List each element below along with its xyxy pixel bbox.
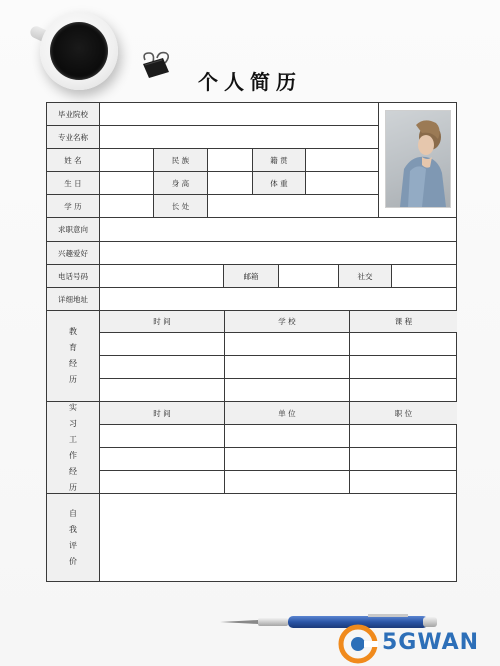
intern-header-time: 时 间	[100, 402, 224, 424]
label-weight: 体 重	[253, 172, 305, 194]
label-height: 身 高	[154, 172, 207, 194]
watermark-text: 5GWAN	[382, 630, 480, 655]
label-native: 籍 贯	[253, 149, 305, 171]
label-ethnicity: 民 族	[154, 149, 207, 171]
label-email: 邮箱	[224, 265, 278, 287]
label-edu-section: 教育经历	[47, 311, 99, 401]
resume-table	[46, 102, 457, 582]
label-school: 毕业院校	[47, 103, 99, 125]
label-address: 详细地址	[47, 288, 99, 310]
label-social: 社交	[339, 265, 391, 287]
label-self-eval: 自我评价	[47, 494, 99, 581]
watermark-logo	[330, 624, 500, 666]
label-specialty: 长 处	[154, 195, 207, 217]
intern-header-unit: 单 位	[225, 402, 349, 424]
edu-header-school: 学 校	[225, 311, 349, 332]
label-name: 姓 名	[47, 149, 99, 171]
intern-header-position: 职 位	[350, 402, 457, 424]
label-major: 专业名称	[47, 126, 99, 148]
page-title: 个人简历	[198, 70, 302, 94]
label-phone: 电话号码	[47, 265, 99, 287]
label-intern-section: 实习工作经历	[47, 402, 99, 493]
edu-header-time: 时 间	[100, 311, 224, 332]
edu-header-course: 课 程	[350, 311, 457, 332]
profile-photo	[385, 110, 451, 208]
label-job-intention: 求职意向	[47, 218, 99, 241]
label-birth: 生 日	[47, 172, 99, 194]
label-education: 学 历	[47, 195, 99, 217]
label-hobbies: 兴趣爱好	[47, 242, 99, 264]
